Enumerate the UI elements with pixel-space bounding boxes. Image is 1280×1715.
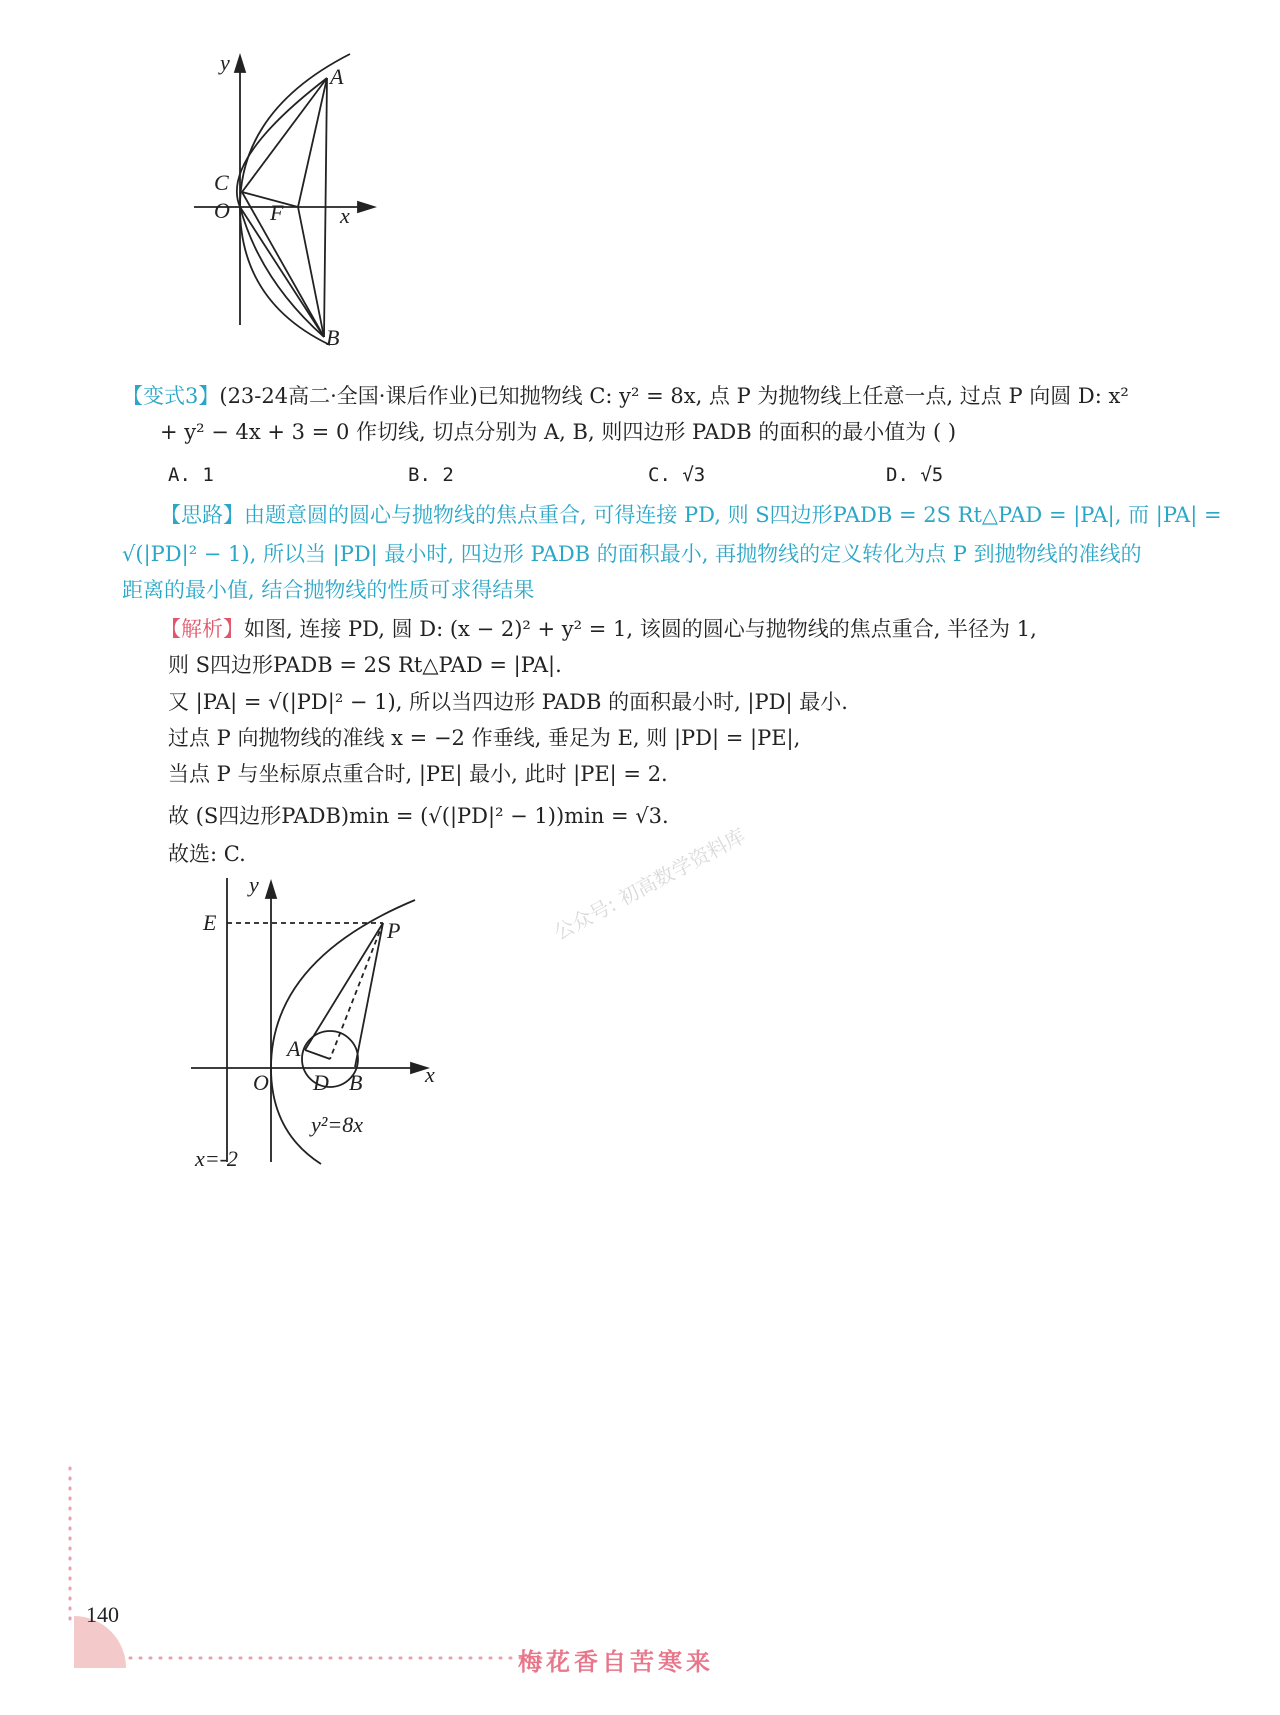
figure-parabola-chords [180,40,400,360]
watermark: 公众号: 初高数学资料库 [549,823,750,945]
label-directrix: x=-2 [195,1146,238,1170]
label-P: P [387,918,401,943]
problem-text-1: 已知抛物线 C: y² = 8x, 点 P 为抛物线上任意一点, 过点 P 向圆 D: x² [477,384,1129,408]
problem-line-1 [122,378,1129,414]
problem-text-2: + y² − 4x + 3 = 0 作切线, 切点分别为 A, B, 则四边形 PADB 的面积的最小值为 ( ) [160,420,957,444]
label-B: B [349,1070,363,1095]
footer-motto: 梅花香自苦寒来 [518,1647,714,1676]
option-a: A. 1 [168,464,214,486]
label-A: A [287,1036,301,1061]
label-O: O [214,198,230,223]
solution-tag: 【解析】 [160,617,244,641]
idea-text-1: 由题意圆的圆心与抛物线的焦点重合, 可得连接 PD, 则 S四边形PADB = 2S Rt△PAD = |PA|, 而 |PA| = [244,503,1222,527]
x-axis-arrow [358,202,374,212]
parabola-curve [240,54,350,345]
idea-line-3: 距离的最小值, 结合抛物线的性质可求得结果 [122,578,535,602]
option-b: B. 2 [408,464,454,486]
figure-parabola-circle [185,870,455,1170]
solution-line-2: 则 S四边形PADB = 2S Rt△PAD = |PA|. [168,653,562,677]
solution-line-3: 又 |PA| = √(|PD|² − 1), 所以当四边形 PADB 的面积最小时, |PD| 最小. [168,690,848,714]
problem-line-2 [160,414,956,450]
solution-line-4: 过点 P 向抛物线的准线 x = −2 作垂线, 垂足为 E, 则 |PD| = |PE|, [168,726,801,750]
idea-tag: 【思路】 [160,503,244,527]
solution-text-1: 如图, 连接 PD, 圆 D: (x − 2)² + y² = 1, 该圆的圆心与抛物线的焦点重合, 半径为 1, [244,617,1037,641]
label-A: A [330,64,344,89]
y-axis-arrow [266,882,276,898]
line-AD [305,1050,330,1059]
label-O: O [253,1070,269,1095]
label-curve: y²=8x [311,1112,363,1137]
solution-line-1 [160,611,1037,647]
label-x: x [425,1062,435,1087]
page-number: 140 [86,1602,119,1627]
label-y: y [249,872,259,897]
label-x: x [340,203,350,228]
label-E: E [203,910,217,935]
solution-line-7: 故选: C. [168,842,246,866]
idea-line-1 [160,497,1222,533]
solution-line-6: 故 (S四边形PADB)min = (√(|PD|² − 1))min = √3. [168,804,669,828]
label-y: y [220,50,230,75]
problem-tag: 【变式3】 [122,384,220,408]
option-d: D. √5 [886,464,944,486]
problem-source: (23-24高二·全国·课后作业) [219,384,478,408]
label-D: D [313,1070,329,1095]
label-B: B [326,325,340,350]
idea-line-2: √(|PD|² − 1), 所以当 |PD| 最小时, 四边形 PADB 的面积最小, 再抛物线的定义转化为点 P 到抛物线的准线的 [122,542,1142,566]
y-axis-arrow [235,56,245,72]
solution-line-5: 当点 P 与坐标原点重合时, |PE| 最小, 此时 |PE| = 2. [168,762,668,786]
option-c: C. √3 [648,464,706,486]
label-F: F [270,200,284,225]
label-C: C [214,170,229,195]
